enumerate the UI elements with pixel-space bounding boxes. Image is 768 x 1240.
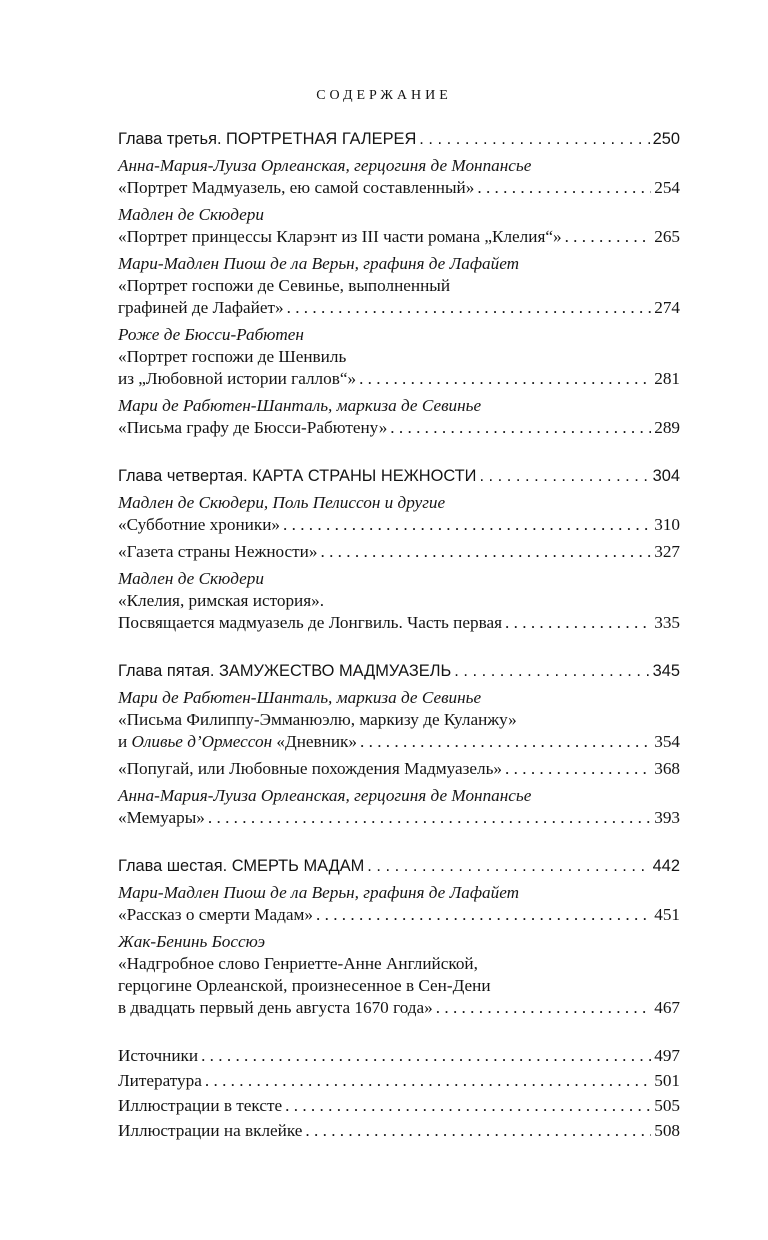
entry-title-line: герцогине Орлеанской, произнесенное в Сен-Дени: [118, 976, 491, 995]
chapter-row: [118, 465, 680, 487]
chapter-row: [118, 660, 680, 682]
entry-title-line: «Портрет госпожи де Севинье, выполненный: [118, 276, 451, 295]
page-number: 451: [654, 905, 680, 924]
dot-leader: [367, 855, 649, 877]
appendix-row: [118, 1070, 680, 1092]
appendix-section: [118, 1045, 680, 1142]
page-number: 345: [652, 662, 680, 680]
entry-title: «Портрет Мадмуазель, ею самой составленный»: [118, 178, 475, 197]
dot-leader: [454, 660, 649, 682]
entry-row: [118, 997, 680, 1019]
page-number: 304: [652, 467, 680, 485]
toc-entry: [118, 758, 680, 780]
dot-leader: [390, 417, 651, 439]
page-number: 265: [654, 227, 680, 246]
page-title: СОДЕРЖАНИЕ: [316, 88, 452, 103]
entry-row: [118, 731, 680, 753]
toc-entry: [118, 395, 680, 439]
dot-leader: [436, 997, 651, 1019]
page-number: 310: [654, 515, 680, 534]
dot-leader: [201, 1045, 651, 1067]
entry-author: Жак-Бенинь Боссюэ: [118, 932, 266, 951]
entry-author: Мадлен де Скюдери: [118, 205, 264, 224]
entry-title: [118, 731, 357, 753]
page-number: 250: [652, 130, 680, 148]
appendix-row: [118, 1095, 680, 1117]
dot-leader: [477, 177, 651, 199]
toc-entry: [118, 785, 680, 829]
appendix-title: Источники: [118, 1046, 199, 1065]
dot-leader: [320, 541, 651, 563]
entry-row: [118, 514, 680, 536]
chapter-title: Глава пятая. ЗАМУЖЕСТВО МАДМУАЗЕЛЬ: [118, 662, 452, 680]
entry-title: «Портрет принцессы Кларэнт из III части романа „Клелия“»: [118, 227, 562, 246]
entry-title: из „Любовной истории галлов“»: [118, 369, 357, 388]
entry-row: [118, 758, 680, 780]
dot-leader: [360, 731, 651, 753]
toc-entry: [118, 155, 680, 199]
entry-row: [118, 297, 680, 319]
toc-entry: [118, 324, 680, 390]
entry-title: «Письма графу де Бюсси-Рабютену»: [118, 418, 388, 437]
dot-leader: [419, 128, 649, 150]
entry-title: «Мемуары»: [118, 808, 205, 827]
dot-leader: [287, 297, 652, 319]
page-number: 289: [654, 418, 680, 437]
page-number: 467: [654, 998, 680, 1017]
page-number: 501: [654, 1071, 680, 1090]
chapter-title: Глава четвертая. КАРТА СТРАНЫ НЕЖНОСТИ: [118, 467, 477, 485]
toc-entry: [118, 687, 680, 753]
entry-title: Посвящается мадмуазель де Лонгвиль. Часть первая: [118, 613, 503, 632]
chapter-title: Глава третья. ПОРТРЕТНАЯ ГАЛЕРЕЯ: [118, 130, 417, 148]
page-number: 281: [654, 369, 680, 388]
page-number: 505: [654, 1096, 680, 1115]
entry-title: «Рассказ о смерти Мадам»: [118, 905, 313, 924]
appendix-row: [118, 1120, 680, 1142]
entry-row: [118, 177, 680, 199]
entry-author: Анна-Мария-Луиза Орлеанская, герцогиня де Монпансье: [118, 156, 532, 175]
entry-author: Мадлен де Скюдери: [118, 569, 264, 588]
page-number: 354: [654, 732, 680, 751]
chapter-section: [118, 128, 680, 439]
dot-leader: [505, 612, 651, 634]
page-number: 393: [654, 808, 680, 827]
entry-title: «Субботние хроники»: [118, 515, 281, 534]
entry-title-line: «Надгробное слово Генриетте-Анне Английской,: [118, 954, 478, 973]
toc-entry: [118, 492, 680, 536]
toc-entry: [118, 253, 680, 319]
page-number: 497: [654, 1046, 680, 1065]
chapter-row: [118, 128, 680, 150]
toc-entry: [118, 882, 680, 926]
entry-row: [118, 612, 680, 634]
entry-title: графиней де Лафайет»: [118, 298, 284, 317]
dot-leader: [316, 904, 651, 926]
page-number: 442: [652, 857, 680, 875]
entry-author: Мадлен де Скюдери, Поль Пелиссон и другие: [118, 493, 446, 512]
table-of-contents: [118, 128, 680, 1156]
dot-leader: [479, 465, 649, 487]
entry-row: [118, 807, 680, 829]
toc-entry: [118, 204, 680, 248]
chapter-section: [118, 660, 680, 829]
appendix-title: Иллюстрации в тексте: [118, 1096, 283, 1115]
entry-author: Роже де Бюсси-Рабютен: [118, 325, 304, 344]
entry-prefix: и: [118, 732, 132, 751]
entry-title: «Попугай, или Любовные похождения Мадмуазель»: [118, 759, 503, 778]
appendix-title: Литература: [118, 1071, 202, 1090]
entry-author: Анна-Мария-Луиза Орлеанская, герцогиня де Монпансье: [118, 786, 532, 805]
dot-leader: [283, 514, 651, 536]
entry-title-line: «Клелия, римская история».: [118, 591, 325, 610]
entry-title-inline: «Дневник»: [272, 732, 358, 751]
entry-title-line: «Письма Филиппу-Эмманюэлю, маркизу де Куланжу»: [118, 710, 517, 729]
appendix-row: [118, 1045, 680, 1067]
entry-title: в двадцать первый день августа 1670 года»: [118, 998, 433, 1017]
page-number: 274: [654, 298, 680, 317]
dot-leader: [565, 226, 652, 248]
entry-row: [118, 226, 680, 248]
chapter-section: [118, 855, 680, 1019]
dot-leader: [505, 758, 651, 780]
toc-entry: [118, 931, 680, 1019]
entry-author: Мари-Мадлен Пиош де ла Верьн, графиня де Лафайет: [118, 883, 520, 902]
page-number: 335: [654, 613, 680, 632]
page-number: 254: [654, 178, 680, 197]
page-number: 327: [654, 542, 680, 561]
entry-author: Мари де Рабютен-Шанталь, маркиза де Севинье: [118, 396, 482, 415]
dot-leader: [305, 1120, 651, 1142]
dot-leader: [359, 368, 651, 390]
dot-leader: [208, 807, 651, 829]
entry-title: «Газета страны Нежности»: [118, 542, 318, 561]
entry-title-line: «Портрет госпожи де Шенвиль: [118, 347, 347, 366]
dot-leader: [205, 1070, 651, 1092]
entry-row: [118, 541, 680, 563]
page-number: 368: [654, 759, 680, 778]
toc-entry: [118, 568, 680, 634]
toc-entry: [118, 541, 680, 563]
appendix-title: Иллюстрации на вклейке: [118, 1121, 303, 1140]
dot-leader: [285, 1095, 651, 1117]
page-number: 508: [654, 1121, 680, 1140]
chapter-row: [118, 855, 680, 877]
entry-author: Мари-Мадлен Пиош де ла Верьн, графиня де Лафайет: [118, 254, 520, 273]
entry-row: [118, 368, 680, 390]
entry-author: Мари де Рабютен-Шанталь, маркиза де Севинье: [118, 688, 482, 707]
entry-row: [118, 904, 680, 926]
entry-author-inline: Оливье д’Ормессон: [131, 732, 273, 751]
chapter-section: [118, 465, 680, 634]
chapter-title: Глава шестая. СМЕРТЬ МАДАМ: [118, 857, 365, 875]
entry-row: [118, 417, 680, 439]
